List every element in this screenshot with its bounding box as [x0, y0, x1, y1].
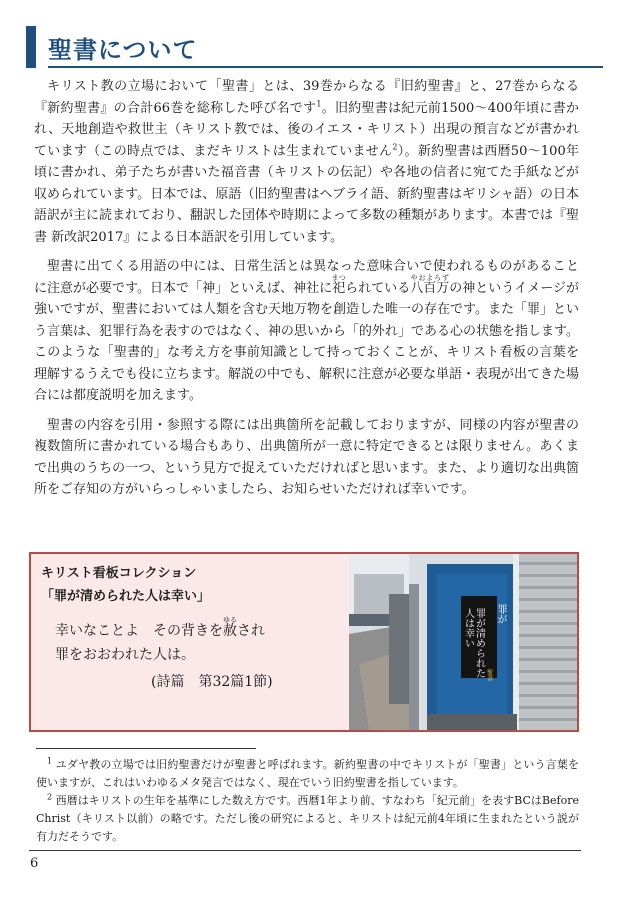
street-photo-illustration — [349, 554, 577, 730]
footnote-1 — [36, 756, 579, 792]
footnote-number: 2 — [47, 792, 53, 802]
quote-line-2: 罪をおおわれた人は。 — [55, 647, 195, 663]
sign-text-1: 罪が — [486, 604, 506, 615]
sign-collection-box — [29, 552, 579, 732]
footnote-number: 1 — [47, 756, 53, 766]
footnote-text: ユダヤ教の立場では旧約聖書だけが聖書と呼ばれます。新約聖書の中でキリストが「聖書」という言葉を使いますが、これはいわゆるメタ発言ではなく、現在でいう旧約聖書を指しています。 — [36, 758, 579, 789]
footnote-ref-2[interactable]: 2 — [392, 142, 398, 152]
ruby-base: 八百万 — [410, 280, 450, 296]
scripture-quote — [55, 616, 351, 667]
collection-title: キリスト看板コレクション — [41, 566, 197, 581]
page-bottom-rule — [29, 850, 581, 851]
para1-text-a: キリスト教の立場において「聖書」とは、39巻からなる『旧約聖書』と、27巻からなる『新約聖書』の合計66巻を総称した呼び名です — [34, 79, 579, 116]
title-accent-bar — [26, 26, 36, 68]
quote-text-a: 幸いなことよ その背きを — [55, 623, 223, 639]
section-title-block — [26, 26, 586, 72]
ruby-yuru — [223, 616, 237, 639]
quote-line-1 — [55, 616, 351, 643]
footnote-text: 西暦はキリストの生年を基準にした数え方です。西暦1年より前、すなわち「紀元前」を表すBCはBefore Christ（キリスト以前）の略です。ただし後の研究によると、キリストは紀元前4年頃に生まれたという説が有力だそうです。 — [36, 794, 580, 843]
sign-text-col1: 罪が清められた — [473, 608, 485, 678]
paragraph-2 — [34, 256, 579, 407]
body-text — [34, 76, 579, 509]
ruby-base: 赦 — [223, 623, 237, 639]
sign-text-col2: 人は幸い — [462, 608, 474, 648]
para1-text-c: ）。新約聖書は西暦50～100年頃に書かれ、弟子たちが書いた福音書（キリストの伝記）や各地の信者に宛てた手紙などが収められています。日本では、原語（旧約聖書はヘブライ語、新約聖書はギリシャ語）の日本語訳が主に読まれており、翻訳した団体や時期によって多数の種類があります。本書では『聖書 新改訳2017』による日本語訳を引用しています。 — [34, 143, 579, 245]
ruby-base: 祀 — [331, 280, 346, 296]
page-number: 6 — [30, 856, 39, 871]
footnote-divider — [36, 748, 256, 749]
sign-photo — [349, 554, 577, 730]
page-title: 聖書について — [48, 36, 198, 64]
paragraph-1 — [34, 76, 579, 248]
para1-text-b: 。旧約聖書は紀元前1500～400年頃に書かれ、天地創造や救世主（キリスト教では、後のイエス・キリスト）出現の預言などが書かれています（この時点では、まだキリストは生まれていません — [34, 100, 579, 159]
ruby-reading: やおよろず — [410, 273, 450, 282]
scripture-source: (詩篇 第32篇1節) — [151, 674, 273, 690]
ruby-reading: ゆる — [223, 616, 237, 624]
footnote-ref-1[interactable]: 1 — [316, 99, 322, 109]
title-underline — [48, 66, 603, 68]
collection-subtitle: 「罪が清められた人は幸い」 — [41, 589, 211, 604]
ruby-reading: まつ — [331, 273, 346, 282]
collection-text — [41, 562, 351, 691]
para2-text-c: の神というイメージが強いですが、聖書においては人類を含む天地万物を創造した唯一の存在です。また「罪」という言葉は、犯罪行為を表すのではなく、神の思いから「的外れ」である心の状態を指します。このような「聖書的」な考え方を事前知識として持っておくことが、キリスト看板の言葉を理解するうえでも役に立ちます。解説の中でも、解釈に注意が必要な単語・表現が出てきた場合には都度説明を加えます。 — [34, 280, 579, 403]
para2-text-a: 聖書に出てくる用語の中には、日常生活とは異なった意味合いで使われるものがあることに注意が必要です。日本で「神」といえば、神社に — [34, 259, 579, 296]
quote-text-b: され — [237, 623, 265, 639]
sign-text-small: 聖書 — [485, 669, 493, 681]
paragraph-3: 聖書の内容を引用・参照する際には出典箇所を記載しておりますが、同様の内容が聖書の複数箇所に書かれている場合もあり、出典箇所が一意に特定できるとは限りません。あくまで出典のうちの一つ、という見方で捉えていただければと思います。また、より適切な出典箇所をご存知の方がいらっしゃいましたら、お知らせいただければ幸いです。 — [34, 417, 579, 497]
footnote-2 — [36, 792, 579, 846]
footnotes — [36, 756, 579, 846]
ruby-yaoyorozu — [410, 273, 450, 296]
ruby-matsu — [331, 273, 346, 296]
para2-text-b: られている — [345, 280, 411, 296]
